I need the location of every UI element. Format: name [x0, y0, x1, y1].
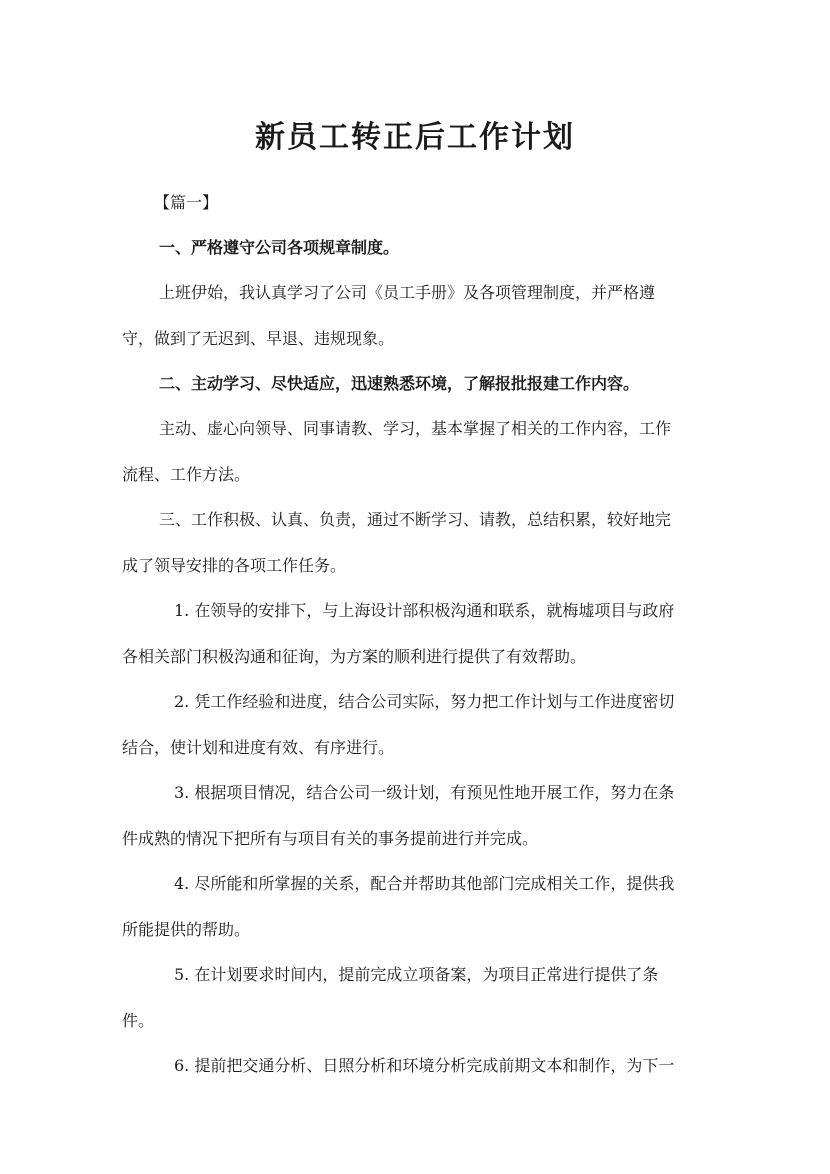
paragraph-line: 三、工作积极、认真、负责，通过不断学习、请教，总结积累，较好地完	[159, 510, 672, 529]
list-item-line: 3. 根据项目情况，结合公司一级计划，有预见性地开展工作，努力在条	[174, 783, 675, 802]
heading-learning: 二、主动学习、尽快适应，迅速熟悉环境，了解报批报建工作内容。	[159, 374, 640, 393]
list-item-line: 各相关部门积极沟通和征询，为方案的顺利进行提供了有效帮助。	[122, 647, 587, 666]
paragraph-line: 主动、虚心向领导、同事请教、学习，基本掌握了相关的工作内容，工作	[159, 419, 672, 438]
paragraph-line: 上班伊始，我认真学习了公司《员工手册》及各项管理制度，并严格遵	[159, 283, 656, 302]
document-body	[122, 192, 710, 1101]
paragraph-line: 守，做到了无迟到、早退、违规现象。	[122, 329, 395, 348]
list-item	[122, 782, 710, 850]
list-item-line: 2. 凭工作经验和进度，结合公司实际，努力把工作计划与工作进度密切	[174, 692, 675, 711]
list-item	[122, 873, 710, 941]
paragraph-work-attitude	[122, 509, 710, 577]
list-item-line: 结合，使计划和进度有效、有序进行。	[122, 738, 395, 757]
paragraph-line: 流程、工作方法。	[122, 465, 251, 484]
heading-rules: 一、严格遵守公司各项规章制度。	[159, 238, 400, 257]
list-item	[122, 691, 710, 759]
list-item	[122, 600, 710, 668]
list-item-line: 6. 提前把交通分析、日照分析和环境分析完成前期文本和制作，为下一	[174, 1056, 675, 1075]
list-item-line: 件。	[122, 1011, 155, 1030]
list-item	[122, 964, 710, 1032]
section-label: 【篇一】	[154, 193, 219, 212]
paragraph-learning	[122, 418, 710, 486]
paragraph-line: 成了领导安排的各项工作任务。	[122, 556, 347, 575]
list-item-line: 1. 在领导的安排下，与上海设计部积极沟通和联系，就梅墟项目与政府	[174, 601, 675, 620]
list-item-line: 4. 尽所能和所掌握的关系，配合并帮助其他部门完成相关工作，提供我	[174, 874, 675, 893]
list-item-line: 所能提供的帮助。	[122, 920, 251, 939]
list-item-line: 5. 在计划要求时间内，提前完成立项备案，为项目正常进行提供了条	[174, 965, 659, 984]
list-item-line: 件成熟的情况下把所有与项目有关的事务提前进行并完成。	[122, 829, 539, 848]
paragraph-rules	[122, 282, 710, 350]
document-title: 新员工转正后工作计划	[255, 120, 575, 155]
list-item	[122, 1055, 710, 1077]
